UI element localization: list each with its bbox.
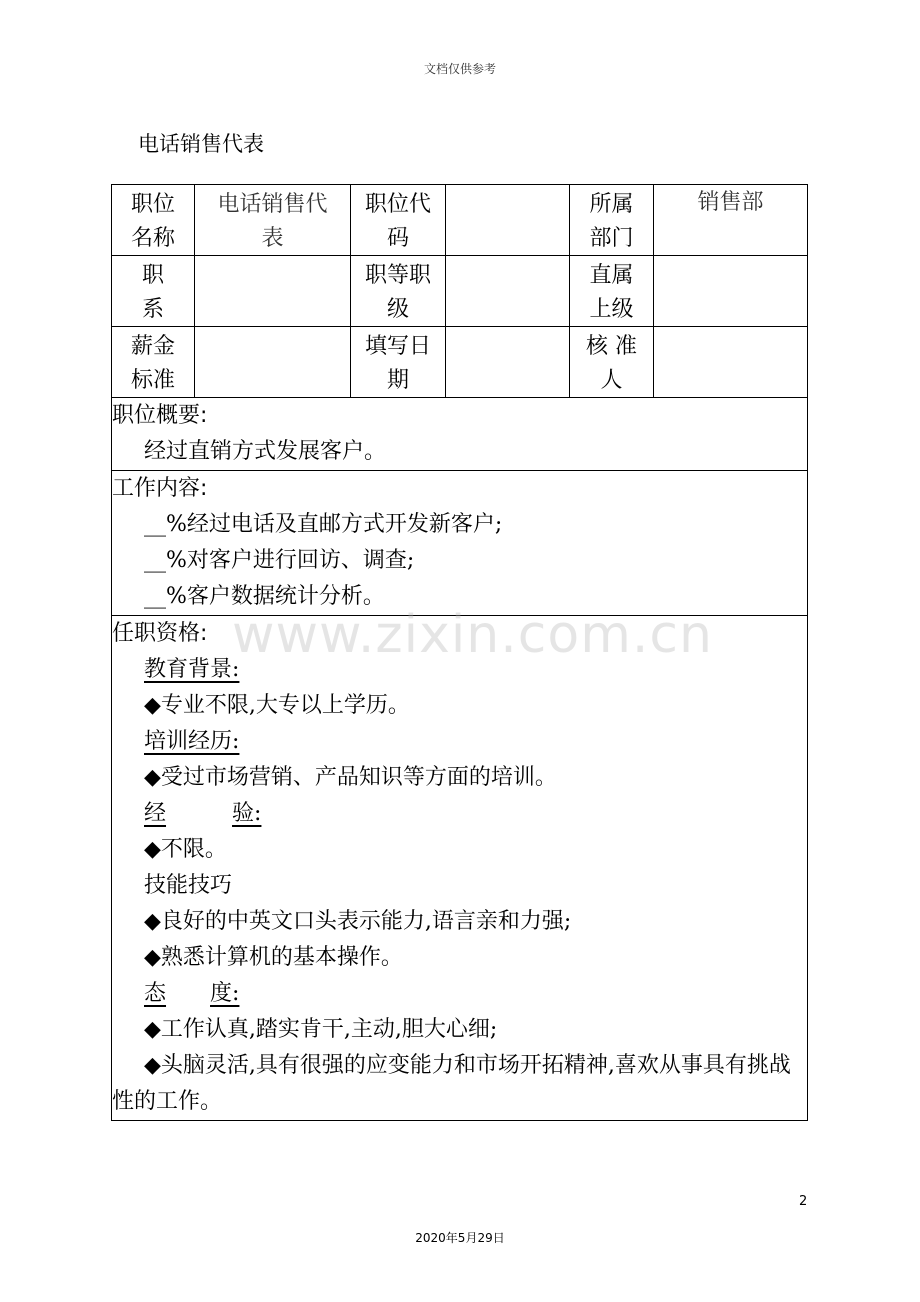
table-row <box>112 398 808 471</box>
value-position-name: 电话销售代 表 <box>195 185 351 256</box>
footer-date: 2020年5月29日 <box>415 1231 505 1245</box>
label-position-code: 职位代 码 <box>351 185 446 256</box>
subheading-attitude: 态 度: <box>144 981 240 1006</box>
label-department: 所属 部门 <box>570 185 654 256</box>
table-row <box>112 327 808 398</box>
table-row <box>112 616 808 1121</box>
section-heading: 职位概要: <box>112 403 208 428</box>
job-description-table <box>111 184 808 1121</box>
label-fill-date: 填写日 期 <box>351 327 446 398</box>
section-overview <box>112 398 808 471</box>
list-item: ◆头脑灵活,具有很强的应变能力和市场开拓精神,喜欢从事具有挑战性的工作。 <box>112 1053 791 1114</box>
section-duties <box>112 471 808 616</box>
list-item: ◆工作认真,踏实肯干,主动,胆大心细; <box>144 1017 498 1042</box>
value-position-code <box>446 185 570 256</box>
document-title: 电话销售代表 <box>138 132 264 156</box>
page-number: 2 <box>799 1194 808 1209</box>
label-job-family: 职 系 <box>112 256 195 327</box>
list-item: ◆受过市场营销、产品知识等方面的培训。 <box>144 765 557 790</box>
label-job-grade: 职等职 级 <box>351 256 446 327</box>
section-heading: 任职资格: <box>112 621 208 646</box>
subheading-training: 培训经历: <box>144 729 240 754</box>
list-item: __%客户数据统计分析。 <box>144 584 385 609</box>
value-direct-supervisor <box>654 256 808 327</box>
list-item: __%经过电话及直邮方式开发新客户; <box>144 512 503 537</box>
overview-text: 经过直销方式发展客户。 <box>144 439 387 464</box>
subheading-skills: 技能技巧 <box>144 873 233 898</box>
header-note: 文档仅供参考 <box>423 62 496 76</box>
subheading-education: 教育背景: <box>144 657 240 682</box>
list-item: ◆不限。 <box>144 837 227 862</box>
value-approver <box>654 327 808 398</box>
label-direct-supervisor: 直属 上级 <box>570 256 654 327</box>
list-item: ◆良好的中英文口头表示能力,语言亲和力强; <box>144 909 572 934</box>
list-item: ◆专业不限,大专以上学历。 <box>144 693 410 718</box>
value-job-family <box>195 256 351 327</box>
value-salary-standard <box>195 327 351 398</box>
label-position-name: 职位 名称 <box>112 185 195 256</box>
subheading-experience: 经 验: <box>144 801 262 826</box>
label-approver: 核 准 人 <box>570 327 654 398</box>
value-job-grade <box>446 256 570 327</box>
list-item: __%对客户进行回访、调查; <box>144 548 415 573</box>
value-department: 销售部 <box>654 185 808 256</box>
table-row <box>112 185 808 256</box>
section-heading: 工作内容: <box>112 476 208 501</box>
label-salary-standard: 薪金 标准 <box>112 327 195 398</box>
table-row <box>112 256 808 327</box>
list-item: ◆熟悉计算机的基本操作。 <box>144 945 403 970</box>
value-fill-date <box>446 327 570 398</box>
watermark: www.zixin.com.cn <box>232 605 713 665</box>
table-row <box>112 471 808 616</box>
section-qualifications <box>112 616 808 1121</box>
